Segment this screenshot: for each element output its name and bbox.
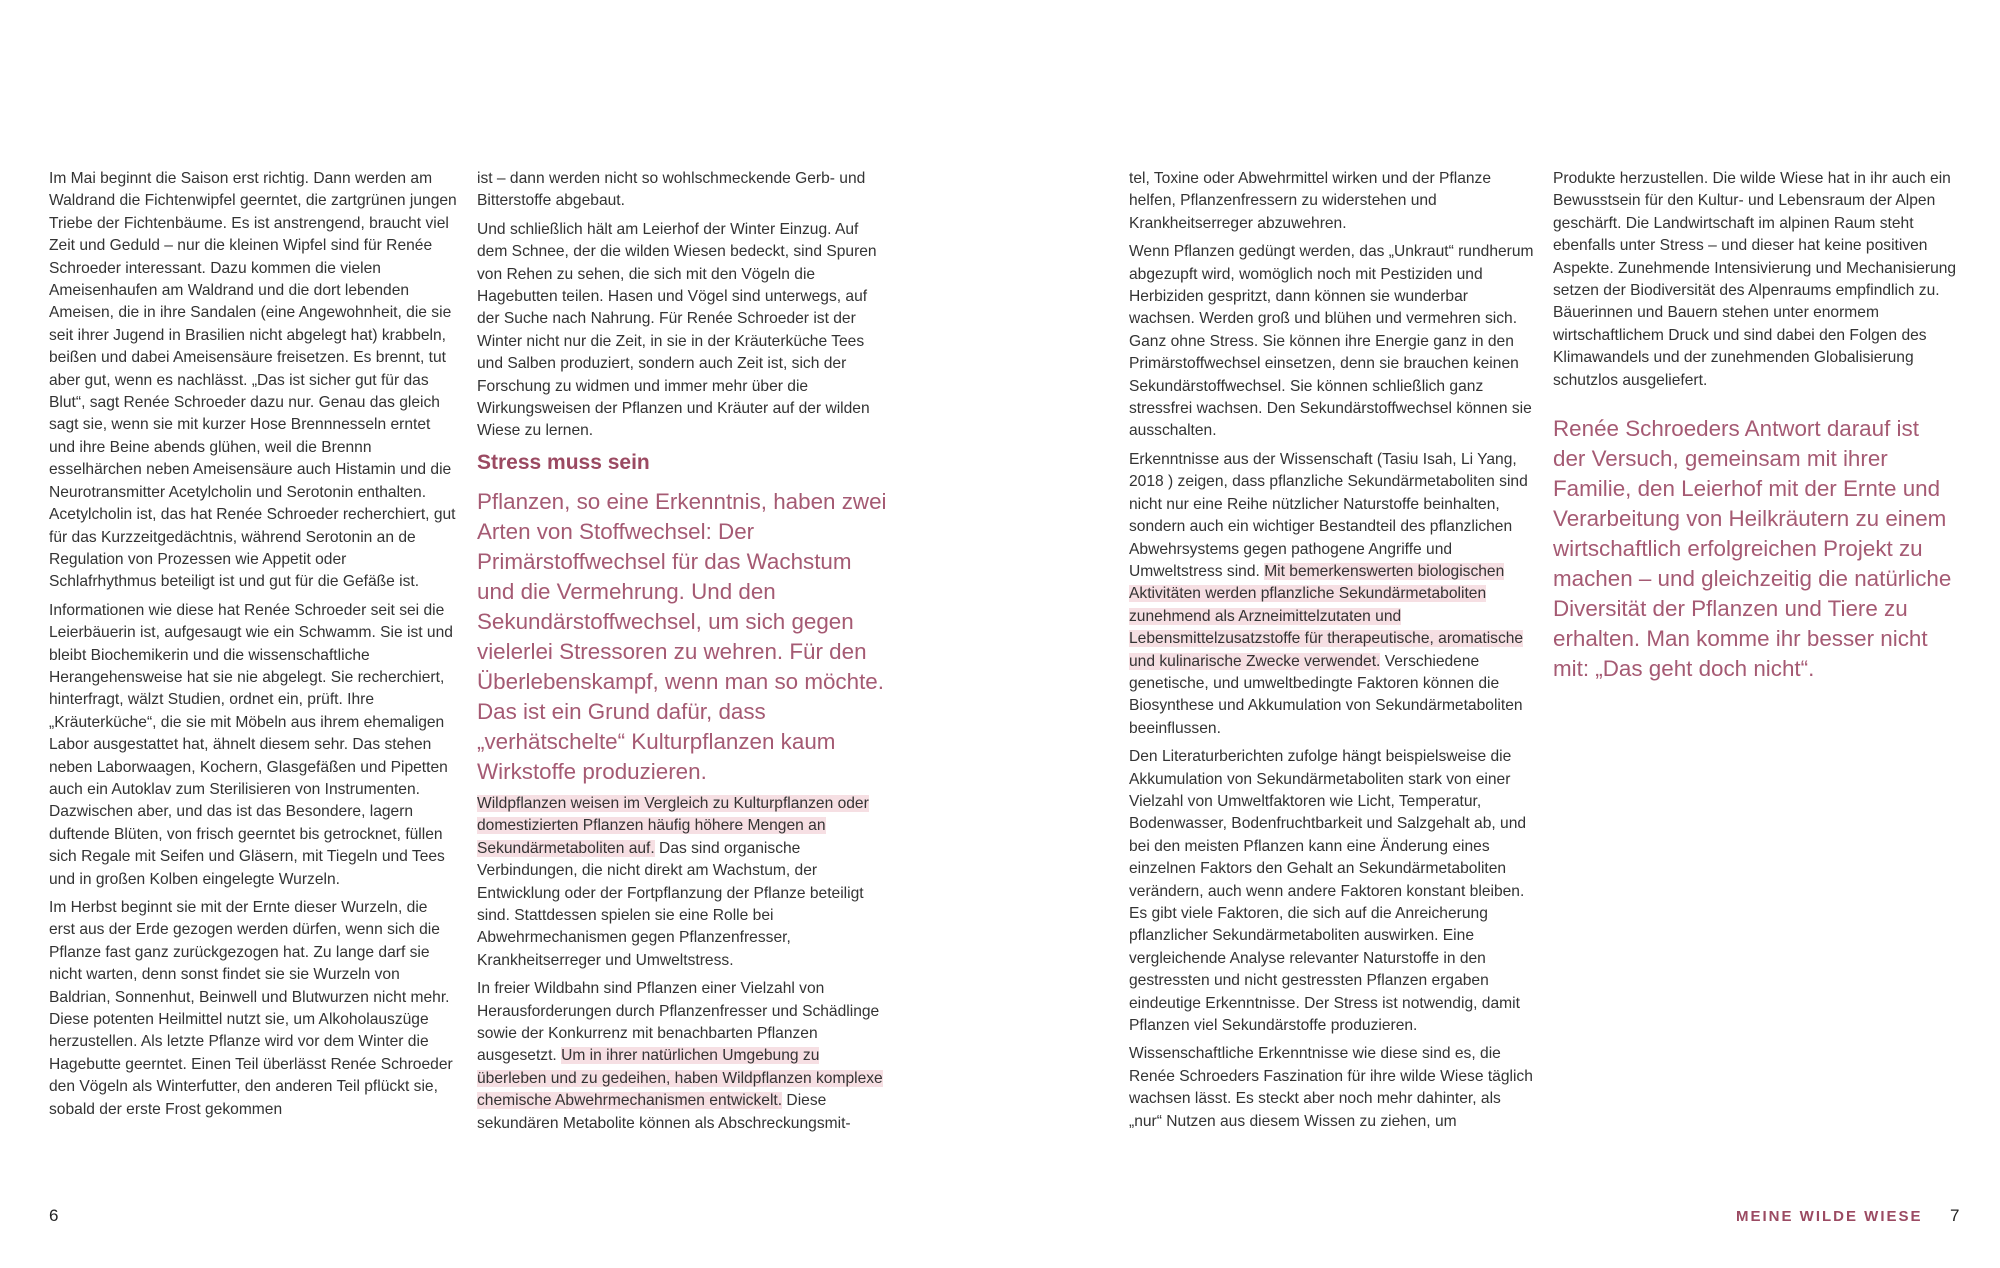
section-subheading: Stress muss sein <box>477 450 650 474</box>
highlighted-text: Um in ihrer natürlichen Umgebung zu überleben und zu gedeihen, haben Wildpflanzen komplexe chemische Abwehrmechanismen entwickelt. <box>477 1047 883 1110</box>
highlighted-text: Wildpflanzen weisen im Vergleich zu Kulturpflanzen oder domestizierten Pflanzen häufig höhere Mengen an Sekundärmetaboliten auf. <box>477 794 869 857</box>
paragraph: Produkte herzustellen. Die wilde Wiese hat in ihr auch ein Bewusstsein für den Kultur- und Lebensraum der Alpen geschärft. Die Landwirtschaft im alpinen Raum steht ebenfalls unter Stress – und dieser hat keine positiven Aspekte. Zunehmende Intensivierung und Mechanisierung setzen der Biodiversität des Alpenraums empfindlich zu. Bäuerinnen und Bauern stehen unter enormem wirtschaftlichem Druck und sind dabei den Folgen des Klimawandels und der zunehmenden Globalisierung schutzlos ausgeliefert. <box>1553 170 1957 389</box>
page-number-left: 6 <box>49 1206 59 1225</box>
right-column-2 <box>1553 168 1957 690</box>
paragraph-text: Verschiedene genetische, und umweltbedingte Faktoren können die Biosynthese und Akkumulation von Sekundärmetaboliten beeinflussen. <box>1129 652 1523 737</box>
paragraph: tel, Toxine oder Abwehrmittel wirken und der Pflanze helfen, Pflanzenfressern zu widerstehen und Krankheitserreger abzuwehren. <box>1129 170 1492 232</box>
paragraph: Wissenschaftliche Erkenntnisse wie diese sind es, die Renée Schroeders Faszination für ihre wilde Wiese täglich wachsen lässt. Es steckt aber noch mehr dahinter, als „nur“ Nutzen aus diesem Wissen zu ziehen, um <box>1129 1045 1533 1130</box>
paragraph: Im Herbst beginnt sie mit der Ernte dieser Wurzeln, die erst aus der Erde gezogen werden dürfen, wenn sich die Pflanze fast ganz zurückgezogen hat. Zu lange darf sie nicht warten, denn sonst findet sie sie Wurzeln von Baldrian, Sonnenhut, Beinwell und Blutwurzen nicht mehr. Diese potenten Heilmittel nutzt sie, um Alkoholauszüge herzustellen. Als letzte Pflanze wird vor dem Winter die Hagebutte geerntet. Einen Teil überlässt Renée Schroeder den Vögeln als Winterfutter, den anderen Teil pflückt sie, sobald der erste Frost gekommen <box>49 899 453 1118</box>
paragraph <box>1129 449 1537 740</box>
paragraph-text: Erkenntnisse aus der Wissenschaft (Tasiu Isah, Li Yang, 2018 ) zeigen, dass pflanzliche Sekundärmetaboliten sind nicht nur eine Reihe nützlicher Naturstoffe beinhalten, sondern auch ein wichtiger Bestandteil des pflanzlichen Abwehrsystems gegen pathogene Angriffe und Umweltstress sind. <box>1129 450 1528 580</box>
paragraph <box>477 793 889 972</box>
running-head: MEINE WILDE WIESE <box>1736 1208 1923 1225</box>
paragraph-text: Das sind organische Verbindungen, die nicht direkt am Wachstum, der Entwicklung oder der Fortpflanzung der Pflanze beteiligt sind. Stattdessen spielen sie eine Rolle bei Abwehrmechanismen gegen Pflanzenfresser, Krankheitserreger und Umweltstress. <box>477 839 864 969</box>
highlighted-text: Mit bemerkenswerten biologischen Aktivitäten werden pflanzliche Sekundärmetaboliten zunehmend als Arzneimittelzutaten und Lebensmittelzusatzstoffe für therapeutische, aromatische und kulinarische Zwecke verwendet. <box>1129 562 1524 670</box>
paragraph: Und schließlich hält am Leierhof der Winter Einzug. Auf dem Schnee, der die wilden Wiesen bedeckt, sind Spuren von Rehen zu sehen, die sich mit den Vögeln die Hagebutten teilen. Hasen und Vögel sind unterwegs, auf der Suche nach Nahrung. Für Renée Schroeder ist der Winter nicht nur die Zeit, in sie in der Kräuterküche Tees und Salben produziert, sondern auch Zeit ist, sich der Forschung zu widmen und immer mehr über die Wirkungsweisen der Pflanzen und Kräuter auf der wilden Wiese zu lernen. <box>477 220 877 440</box>
paragraph: Im Mai beginnt die Saison erst richtig. Dann werden am Waldrand die Fichtenwipfel geerntet, die zartgrünen jungen Triebe der Fichtenbäume. Es ist anstrengend, braucht viel Zeit und Geduld – nur die kleinen Wipfel sind für Renée Schroeder interessant. Dazu kommen die vielen Ameisenhaufen am Waldrand und die dort lebenden Ameisen, die in ihre Sandalen (eine Angewohnheit, die sie seit ihrer Jugend in Brasilien nicht abgelegt hat) krabbeln, beißen und dabei Ameisensäure freisetzen. Es brennt, tut aber gut, wenn es nachlässt. „Das ist sicher gut für das Blut“, sagt Renée Schroeder dazu nur. Genau das gleich sagt sie, wenn sie mit kurzer Hose Brennnesseln erntet und ihre Beine abends glühen, weil die Brennn esselhärchen neben Ameisensäure auch Histamin und die Neurotransmitter Acetylcholin und Serotonin enthalten. Acetylcholin ist, das hat Renée Schroeder recherchiert, gut für das Kurzzeitgedächtnis, während Serotonin an de Regulation von Prozessen wie Appetit oder Schlafrhythmus beteiligt ist und gut für die Gefäße ist. <box>49 170 457 591</box>
right-column-1 <box>1129 168 1537 1139</box>
paragraph: Informationen wie diese hat Renée Schroeder seit sei die Leierbäuerin ist, aufgesaugt wie ein Schwamm. Sie ist und bleibt Biochemikerin und die wissenschaftliche Herangehensweise hat sie nie abgelegt. Sie recherchiert, hinterfragt, wälzt Studien, ordnet ein, prüft. Ihre „Kräuterküche“, die sie mit Möbeln aus ihrem ehemaligen Labor ausgestattet hat, ähnelt diesem sehr. Das stehen neben Laborwaagen, Kochern, Glasgefäßen und Pipetten auch ein Autoklav zum Sterilisieren von Instrumenten. Dazwischen aber, und das ist das Besondere, lagern duftende Blüten, von frisch geerntet bis getrocknet, füllen sich Regale mit Seifen und Gläsern, mit Tiegeln und Tees und in großen Kolben eingelegte Wurzeln. <box>49 601 453 888</box>
paragraph: Den Literaturberichten zufolge hängt beispielsweise die Akkumulation von Sekundärmetaboliten stark von einer Vielzahl von Umweltfaktoren wie Licht, Temperatur, Bodenwasser, Bodenfruchtbarkeit und Salzgehalt ab, und bei den meisten Pflanzen kann eine Änderung eines einzelnen Faktors den Gehalt an Sekundärmetaboliten verändern, auch wenn andere Faktoren konstant bleiben. Es gibt viele Faktoren, die sich auf die Anreicherung pflanzlicher Sekundärmetaboliten auswirken. Eine vergleichende Analyse relevanter Naturstoffe in den gestressten und nicht gestressten Pflanzen ergaben eindeutige Erkenntnisse. Der Stress ist notwendig, damit Pflanzen viel Sekundärstoffe produzieren. <box>1129 748 1527 1035</box>
pull-quote: Pflanzen, so eine Erkenntnis, haben zwei Arten von Stoffwechsel: Der Primärstoffwechsel für das Wachstum und die Vermehrung. Und den Sekundärstoffwechsel, um sich gegen vielerlei Stressoren zu wehren. Für den Überlebenskampf, wenn man so möchte. Das ist ein Grund dafür, dass „verhätschelte“ Kulturpflanzen kaum Wirkstoffe produzieren. <box>477 488 887 784</box>
paragraph-text: In freier Wildbahn sind Pflanzen einer Vielzahl von Herausforderungen durch Pflanzenfresser und Schädlinge sowie der Konkurrenz mit benachbarten Pflanzen ausgesetzt. <box>477 980 880 1065</box>
paragraph <box>477 978 889 1135</box>
left-column-1 <box>49 168 457 1127</box>
page-number-right: 7 <box>1950 1206 1960 1225</box>
paragraph: ist – dann werden nicht so wohlschmeckende Gerb- und Bitterstoffe abgebaut. <box>477 170 866 210</box>
pull-quote: Renée Schroeders Antwort darauf ist der Versuch, gemeinsam mit ihrer Familie, den Leierhof mit der Ernte und Verarbeitung von Heilkräutern zu einem wirtschaftlich erfolgreichen Projekt zu machen – und gleichzeitig die natürliche Diversität der Pflanzen und Tiere zu erhalten. Man komme ihr besser nicht mit: „Das geht doch nicht“. <box>1553 416 1952 682</box>
left-column-2 <box>477 168 889 1141</box>
paragraph-text: Diese sekundären Metabolite können als Abschreckungsmit- <box>477 1092 851 1132</box>
paragraph: Wenn Pflanzen gedüngt werden, das „Unkraut“ rundherum abgezupft wird, womöglich noch mit Pestiziden und Herbiziden gespritzt, dann können sie wunderbar wachsen. Werden groß und blühen und vermehren sich. Ganz ohne Stress. Sie können ihre Energie ganz in den Primärstoffwechsel einsetzen, denn sie brauchen keinen Sekundärstoffwechsel. Sie können schließlich ganz stressfrei wachsen. Den Sekundärstoffwechsel können sie ausschalten. <box>1129 243 1534 440</box>
